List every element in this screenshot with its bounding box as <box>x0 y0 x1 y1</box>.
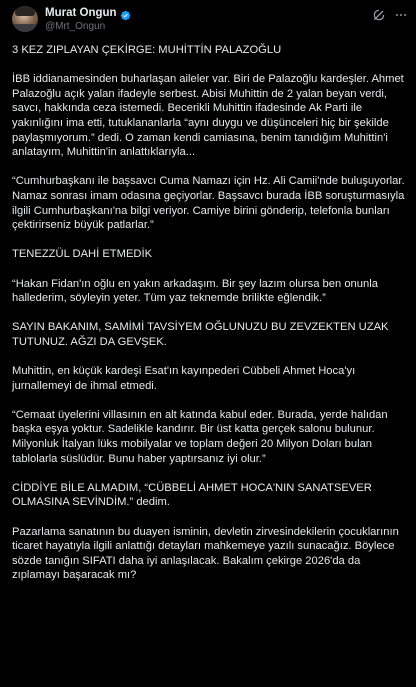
grok-icon[interactable] <box>372 8 386 22</box>
verified-badge-icon <box>120 8 131 19</box>
tweet-paragraph: SAYIN BAKANIM, SAMİMİ TAVSİYEM OĞLUNUZU BU ZEVZEKTEN UZAK TUTUNUZ. AĞZI DA GEVŞEK. <box>12 321 392 348</box>
tweet-paragraph: “Cumhurbaşkanı ile başsavcı Cuma Namazı için Hz. Ali Camii'nde buluşuyorlar. Namaz sonrası imam odasına geçiyorlar. Başsavcı burada İBB soruşturmasıyla ilgili Cumhurbaşkanı'na bilgi veriyor. Camiye birini gönderip, telefonla bunları çektirirseniz büyük patlarlar.” <box>12 175 408 232</box>
tweet-paragraph: “Cemaat üyelerini villasının en alt katında kabul eder. Burada, yerde halıdan başka eşya yoktur. Sadelikle kandırır. Bir üst katta gerçek salonu bulunur. Milyonluk İtalyan lüks mobilyalar ve toplam değeri 20 Milyon Doları bulan tablolarla süslüdür. Bunu haber yaptırsanız iyi olur.” <box>12 408 391 465</box>
tweet-header <box>0 0 416 40</box>
tweet-paragraph: “Hakan Fidan'ın oğlu en yakın arkadaşım. Bir şey lazım olursa ben onunla hallederim, söyleyin yeter. Tüm yaz teknemde brilikte eğlendik.” <box>12 277 382 305</box>
tweet-paragraph: TENEZZÜL DAHİ ETMEDİK <box>12 248 153 261</box>
avatar-hair <box>15 6 35 16</box>
tweet-text <box>12 43 410 598</box>
tweet-paragraph: CİDDİYE BİLE ALMADIM, “CÜBBELİ AHMET HOCA'NIN SANATSEVER OLMASINA SEVİNDİM.” dedim. <box>12 481 375 509</box>
tweet-paragraph: Pazarlama sanatının bu duayen isminin, devletin zirvesindekilerin çocuklarının ticaret hayatıyla ilgili anlattığı detayları mahkemeye yazılı sunacağız. Böylece sözde tanığın SIFATI daha iyi anlaşılacak. Bakalım çekirge 2026'da da zıplamayı başaracak mı? <box>12 525 402 582</box>
tweet-paragraph-title: 3 KEZ ZIPLAYAN ÇEKİRGE: MUHİTTİN PALAZOĞLU <box>12 44 282 56</box>
tweet-paragraph: Muhittin, en küçük kardeşi Esat'ın kayınpederi Cübbeli Ahmet Hoca'yı jurnallemeyi de ihmal etmedi. <box>12 365 359 392</box>
author-name-row <box>45 7 131 20</box>
tweet-paragraph: İBB iddianamesinden buharlaşan aileler var. Biri de Palazoğlu kardeşler. Ahmet Palazoğlu açık yalan ifadeyle serbest. Abisi Muhittin de 2 yalan beyan verdi, savcı, hakkında ceza istemedi. Becerikli Muhittin ifadesinde Ak Parti ile yakınlığını ima etti, tutuklananlarla “aynı duygu ve düşünceleri hiç bir şekilde paylaşmıyorum.” dedi. O zaman kendi camiasına, benim tanıdığım Muhittin'i anlatayım, Muhittin'in anlattıklarıyla... <box>12 73 407 159</box>
more-horizontal-icon[interactable] <box>394 8 408 22</box>
author-handle[interactable]: @Mrt_Ongun <box>45 21 106 32</box>
author-display-name[interactable]: Murat Ongun <box>45 7 117 19</box>
avatar[interactable] <box>12 6 38 32</box>
avatar-shirt <box>12 24 38 32</box>
